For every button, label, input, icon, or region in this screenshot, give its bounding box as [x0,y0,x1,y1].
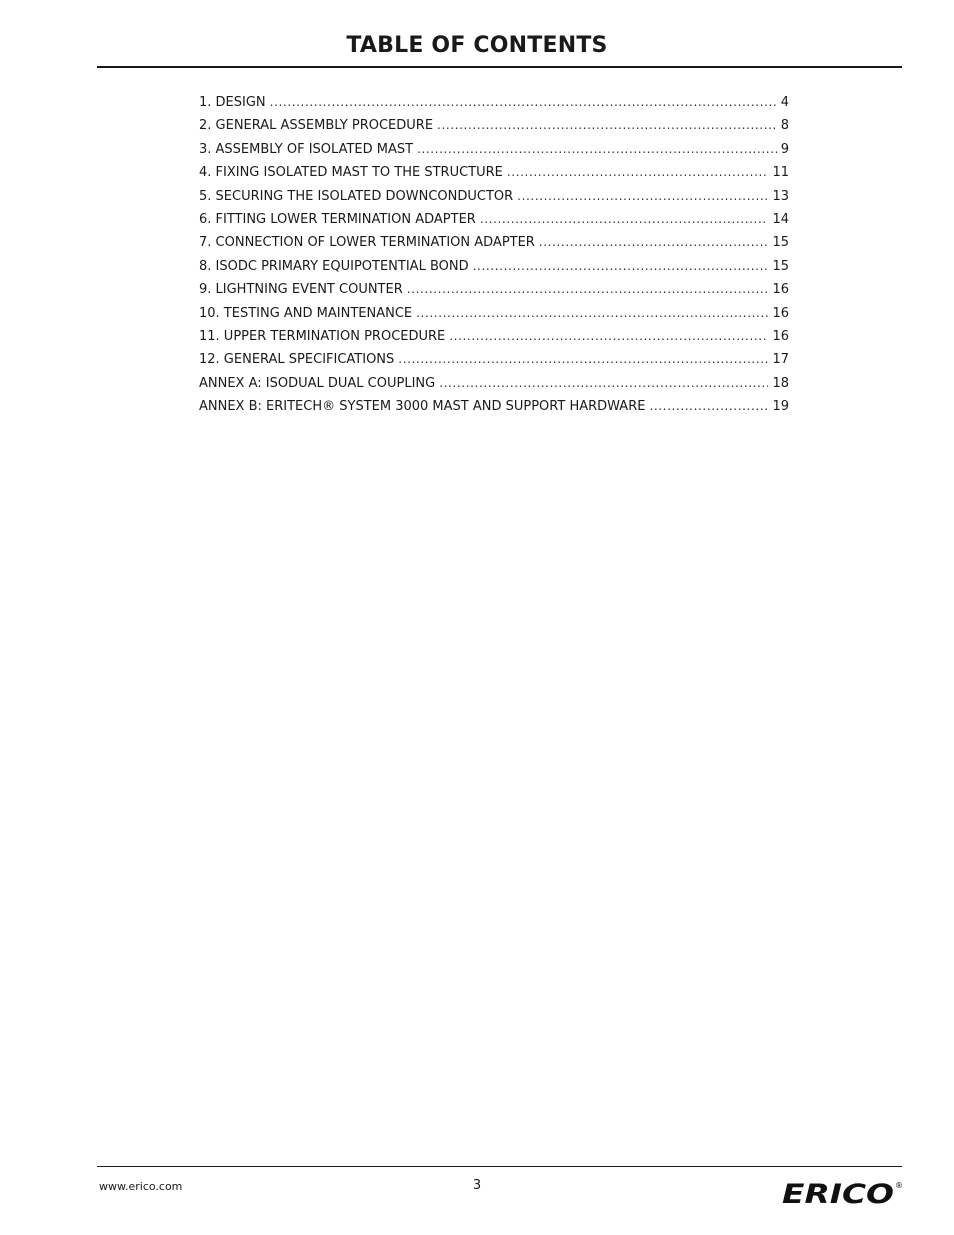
erico-logo [780,1178,904,1208]
toc-leader-dots [407,282,769,297]
toc-entry-page: 15 [772,258,789,274]
toc-entry-design[interactable] [199,95,789,118]
toc-entry-fixing-isolated-mast[interactable] [199,165,789,188]
toc-entry-page: 4 [780,95,789,110]
toc-leader-dots [473,259,769,274]
toc-entry-connection-lower-termination-adapter[interactable] [199,235,789,258]
toc-entry-securing-downconductor[interactable] [199,189,789,212]
toc-entry-label: 3. ASSEMBLY OF ISOLATED MAST [199,141,414,157]
toc-leader-dots [416,306,768,321]
toc-leader-dots [437,118,777,133]
toc-entry-annex-a[interactable] [199,376,789,399]
toc-leader-dots [417,142,777,157]
toc-leader-dots [649,399,768,414]
toc-leader-dots [517,189,768,204]
toc-leader-dots [507,165,769,180]
toc-leader-dots [398,352,768,367]
toc-entry-lightning-event-counter[interactable] [199,282,789,305]
toc-entry-label: 10. TESTING AND MAINTENANCE [199,305,413,321]
toc-entry-general-specifications[interactable] [199,352,789,375]
toc-entry-label: 4. FIXING ISOLATED MAST TO THE STRUCTURE [199,165,503,181]
table-of-contents [199,95,789,422]
toc-leader-dots [539,235,769,250]
toc-entry-isodc-primary-equipotential-bond[interactable] [199,259,789,282]
toc-entry-page: 14 [772,211,789,227]
toc-leader-dots [449,329,768,344]
footer-website-link[interactable]: www.erico.com [99,1180,183,1193]
erico-logo-registered-mark: ® [895,1181,903,1190]
toc-entry-label: 8. ISODC PRIMARY EQUIPOTENTIAL BOND [199,258,469,274]
toc-entry-label: 1. DESIGN [199,95,266,110]
toc-entry-page: 16 [772,282,789,298]
footer-divider [97,1166,902,1167]
toc-entry-upper-termination-procedure[interactable] [199,329,789,352]
toc-entry-label: 6. FITTING LOWER TERMINATION ADAPTER [199,211,476,227]
toc-entry-page: 16 [772,305,789,321]
toc-leader-dots [270,95,777,110]
toc-entry-page: 9 [780,141,789,157]
toc-entry-page: 18 [772,375,789,391]
header-divider [97,66,902,68]
toc-entry-label: ANNEX A: ISODUAL DUAL COUPLING [199,375,436,391]
toc-entry-page: 19 [772,399,789,415]
toc-leader-dots [439,376,768,391]
toc-entry-testing-and-maintenance[interactable] [199,306,789,329]
toc-entry-label: 7. CONNECTION OF LOWER TERMINATION ADAPTER [199,235,535,251]
toc-entry-annex-b[interactable] [199,399,789,422]
toc-entry-label: 12. GENERAL SPECIFICATIONS [199,352,395,368]
toc-entry-assembly-of-isolated-mast[interactable] [199,142,789,165]
toc-entry-label: 9. LIGHTNING EVENT COUNTER [199,282,403,298]
toc-entry-label: 2. GENERAL ASSEMBLY PROCEDURE [199,118,434,134]
toc-entry-label: 5. SECURING THE ISOLATED DOWNCONDUCTOR [199,188,514,204]
toc-entry-page: 17 [772,352,789,368]
toc-entry-label: ANNEX B: ERITECH® SYSTEM 3000 MAST AND SUPPORT HARDWARE [199,399,646,415]
toc-entry-page: 16 [772,328,789,344]
page-title: TABLE OF CONTENTS [346,33,608,58]
page-number: 3 [472,1178,482,1193]
toc-entry-fitting-lower-termination-adapter[interactable] [199,212,789,235]
toc-leader-dots [480,212,769,227]
toc-entry-general-assembly-procedure[interactable] [199,118,789,141]
erico-logo-wordmark: ERICO [782,1179,894,1208]
toc-entry-label: 11. UPPER TERMINATION PROCEDURE [199,328,446,344]
toc-entry-page: 15 [772,235,789,251]
toc-entry-page: 13 [772,188,789,204]
toc-entry-page: 11 [772,165,789,181]
toc-entry-page: 8 [780,118,789,134]
